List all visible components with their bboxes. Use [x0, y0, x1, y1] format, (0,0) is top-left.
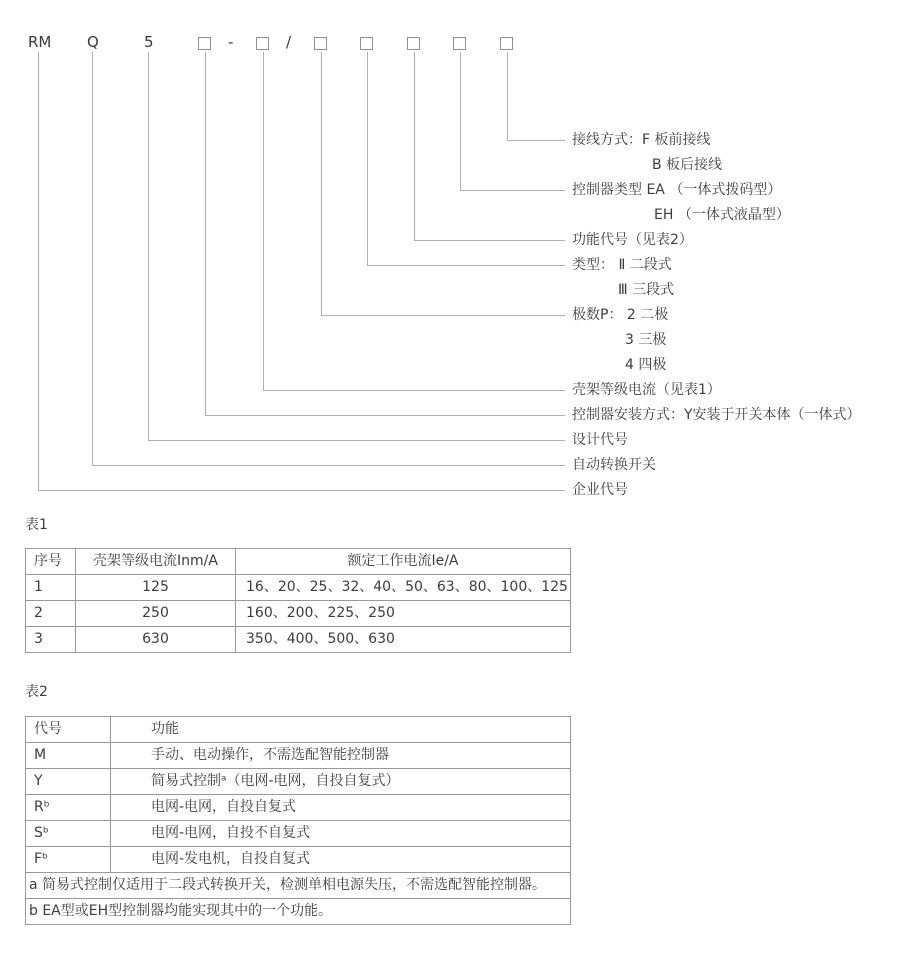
code-placeholder-box [314, 37, 327, 50]
table2-header-function: 功能 [111, 717, 571, 743]
table1-cell-rated: 350、400、500、630 [236, 627, 571, 653]
table2-footnote-a: a 简易式控制仅适用于二段式转换开关，检测单相电源失压，不需选配智能控制器。 [26, 873, 571, 899]
connector-hline-design [148, 440, 565, 441]
table2-cell-code: Y [26, 769, 111, 795]
connector-hline-poles [321, 315, 565, 316]
table1-cell-rated: 160、200、225、250 [236, 601, 571, 627]
table1-cell-index: 3 [26, 627, 76, 653]
table2-header-row [26, 717, 571, 743]
code-part-slash: / [286, 33, 292, 51]
table2-cell-code: M [26, 743, 111, 769]
table1-cell-frame: 250 [76, 601, 236, 627]
connector-vline-poles [321, 52, 322, 315]
code-part-ats: Q [87, 33, 99, 51]
label-ats: 自动转换开关 [572, 457, 656, 473]
label-poles-line1: 极数P： 2 二极 [572, 307, 669, 323]
label-wiring-line2: B 板后接线 [652, 157, 723, 173]
connector-hline-mount [205, 415, 565, 416]
code-placeholder-box [198, 37, 211, 50]
connector-vline-controller [460, 52, 461, 190]
table1-cell-frame: 630 [76, 627, 236, 653]
connector-hline-company [38, 490, 565, 491]
connector-vline-wiring [507, 52, 508, 140]
connector-vline-function [414, 52, 415, 240]
table1-caption: 表1 [25, 517, 48, 533]
table1-header-frame-current: 壳架等级电流Inm/A [76, 549, 236, 575]
connector-hline-wiring [507, 140, 565, 141]
table2-cell-function: 电网-电网，自投不自复式 [111, 821, 571, 847]
table2-cell-function: 手动、电动操作，不需选配智能控制器 [111, 743, 571, 769]
code-part-design: 5 [144, 33, 154, 51]
connector-vline-design [148, 52, 149, 440]
table2-caption: 表2 [25, 684, 48, 700]
code-part-dash: - [228, 33, 234, 51]
label-controller-mount: 控制器安装方式：Y安装于开关本体（一体式） [572, 407, 861, 423]
code-placeholder-box [500, 37, 513, 50]
table1-cell-frame: 125 [76, 575, 236, 601]
table2-cell-function: 简易式控制ᵃ（电网-电网，自投自复式） [111, 769, 571, 795]
table-footnote-row [26, 899, 571, 925]
table2-header-code: 代号 [26, 717, 111, 743]
table2-footnote-b: b EA型或EH型控制器均能实现其中的一个功能。 [26, 899, 571, 925]
table2-cell-code: Rᵇ [26, 795, 111, 821]
code-placeholder-box [256, 37, 269, 50]
label-company-code: 企业代号 [572, 482, 628, 498]
label-wiring-line1: 接线方式：F 板前接线 [572, 132, 711, 148]
label-function-code: 功能代号（见表2） [572, 232, 693, 248]
label-type-line1: 类型： Ⅱ 二段式 [572, 257, 672, 273]
code-placeholder-box [360, 37, 373, 50]
table2-cell-code: Fᵇ [26, 847, 111, 873]
table-row [26, 847, 571, 873]
table-row [26, 743, 571, 769]
table-row [26, 769, 571, 795]
connector-vline-company [38, 52, 39, 490]
label-frame-current: 壳架等级电流（见表1） [572, 382, 721, 398]
table1-header-row [26, 549, 571, 575]
connector-hline-type [367, 265, 565, 266]
connector-hline-ats [92, 465, 565, 466]
table-row [26, 627, 571, 653]
table1-header-rated-current: 额定工作电流Ie/A [236, 549, 571, 575]
connector-vline-ats [92, 52, 93, 465]
label-type-line2: Ⅲ 三段式 [618, 282, 675, 298]
table-row [26, 601, 571, 627]
table-row [26, 575, 571, 601]
label-poles-line2: 3 三极 [625, 332, 667, 348]
code-placeholder-box [407, 37, 420, 50]
table2 [25, 716, 571, 925]
table1 [25, 548, 571, 653]
table1-cell-index: 2 [26, 601, 76, 627]
label-poles-line3: 4 四极 [625, 357, 667, 373]
connector-hline-frame [263, 390, 565, 391]
label-controller-line2: EH （一体式液晶型） [654, 207, 790, 223]
table1-cell-index: 1 [26, 575, 76, 601]
table1-cell-rated: 16、20、25、32、40、50、63、80、100、125 [236, 575, 571, 601]
label-design-code: 设计代号 [572, 432, 628, 448]
label-controller-line1: 控制器类型 EA （一体式拨码型） [572, 182, 782, 198]
connector-vline-type [367, 52, 368, 265]
table-row [26, 821, 571, 847]
code-part-company: RM [28, 33, 52, 51]
code-placeholder-box [453, 37, 466, 50]
table1-header-index: 序号 [26, 549, 76, 575]
table2-cell-function: 电网-发电机，自投自复式 [111, 847, 571, 873]
connector-vline-mount [205, 52, 206, 415]
table-footnote-row [26, 873, 571, 899]
connector-hline-function [414, 240, 565, 241]
connector-vline-frame [263, 52, 264, 390]
connector-hline-controller [460, 190, 565, 191]
table2-cell-function: 电网-电网，自投自复式 [111, 795, 571, 821]
table2-cell-code: Sᵇ [26, 821, 111, 847]
table-row [26, 795, 571, 821]
